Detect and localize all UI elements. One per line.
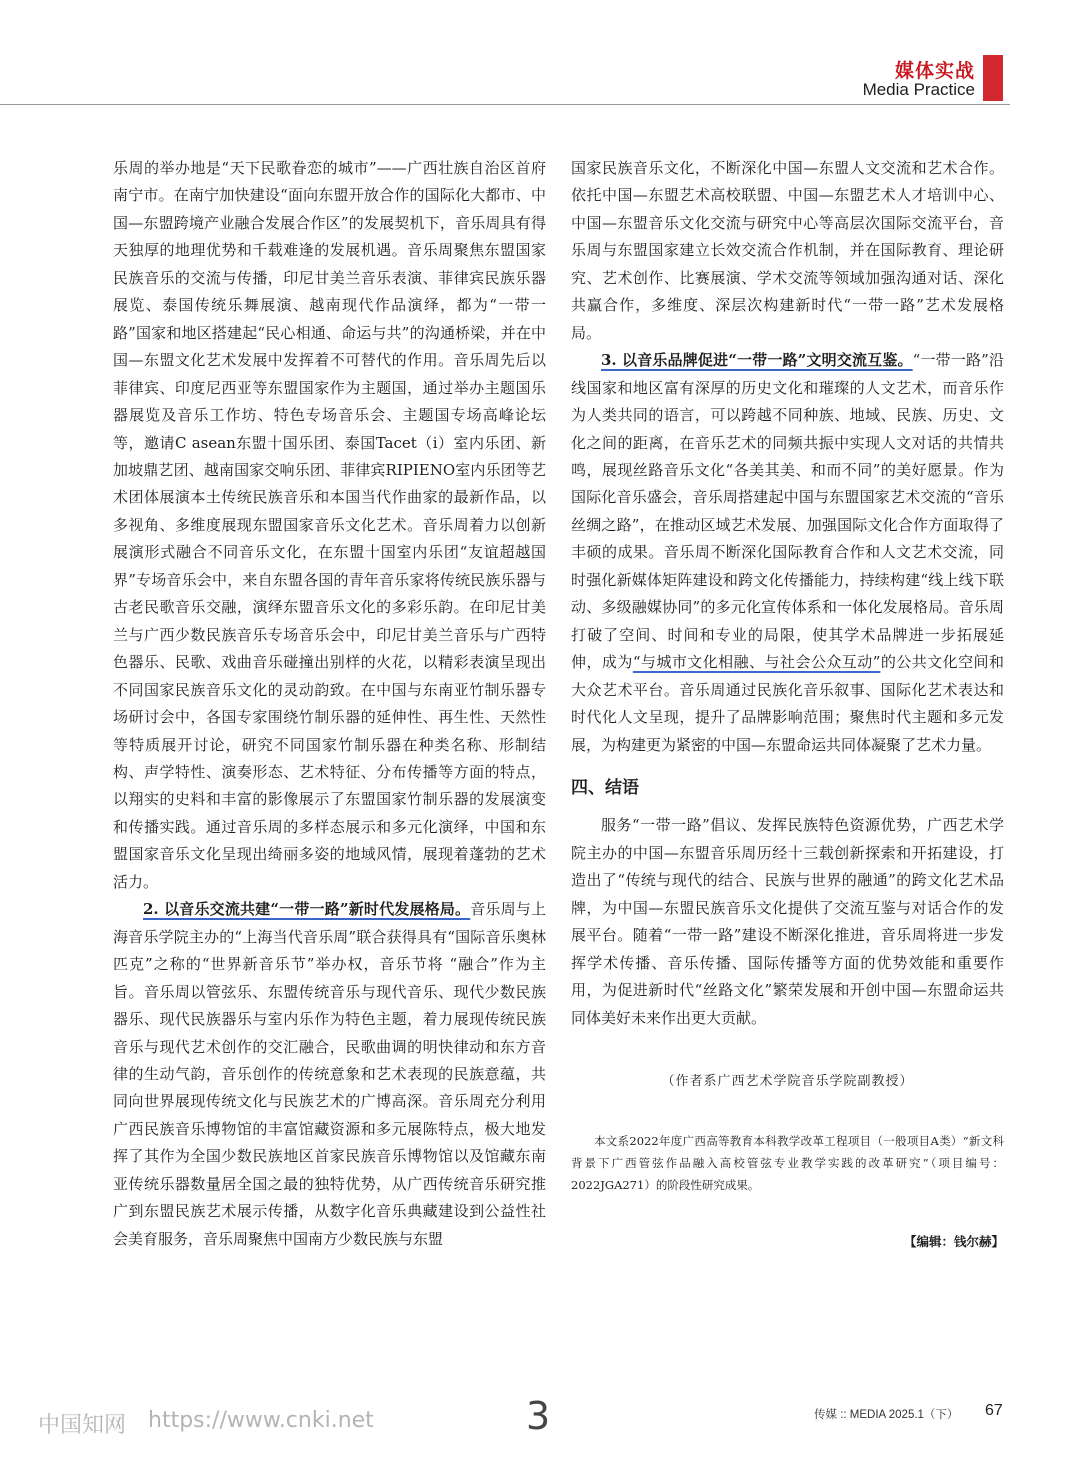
left-column xyxy=(113,155,546,1253)
right-paragraph-2-text-b: 的公共文化空间和大众艺术平台。音乐周通过民族化音乐叙事、国际化艺术表达和时代化人文呈现，提升了品牌影响范围；聚焦时代主题和多元发展，为构建更为紧密的中国—东盟命运共同体凝聚了艺术力量。 xyxy=(571,653,1004,754)
journal-name: 传媒 :: MEDIA 2025.1（下） xyxy=(814,1409,959,1421)
right-paragraph-2-text-a: “一带一路”沿线国家和地区富有深厚的历史文化和璀璨的人文艺术，而音乐作为人类共同的语言，可以跨越不同种族、地域、民族、历史、文化之间的距离，在音乐艺术的同频共振中实现人文对话的共情共鸣，展现丝路音乐文化“各美其美、和而不同”的美好愿景。作为国际化音乐盛会，音乐周搭建起中国与东盟国家艺术交流的“音乐丝绸之路”，在推动区域艺术发展、加强国际文化合作方面取得了丰硕的成果。音乐周不断深化国际教育合作和人文艺术交流，同时强化新媒体矩阵建设和跨文化传播能力，持续构建“线上线下联动、多级融媒协同”的多元化宣传体系和一体化发展格局。音乐周打破了空间、时间和专业的局限，使其学术品牌进一步拓展延伸，成为 xyxy=(571,351,1004,672)
left-paragraph-2 xyxy=(113,896,546,1253)
page-number: 67 xyxy=(985,1402,1003,1419)
left-paragraph-1: 乐周的举办地是“天下民歌眷恋的城市”——广西壮族自治区首府南宁市。在南宁加快建设“面向东盟开放合作的国际化大都市、中国—东盟跨境产业融合发展合作区”的发展契机下，音乐周具有得天独厚的地理优势和千载难逢的发展机遇。音乐周聚焦东盟国家民族音乐的交流与传播，印尼甘美兰音乐表演、菲律宾民族乐器展览、泰国传统乐舞展演、越南现代作品演绎，都为“一带一路”国家和地区搭建起“民心相通、命运与共”的沟通桥梁，并在中国—东盟文化艺术发展中发挥着不可替代的作用。音乐周先后以菲律宾、印度尼西亚等东盟国家作为主题国，通过举办主题国乐器展览及音乐工作坊、特色专场音乐会、主题国专场高峰论坛等，邀请C asean东盟十国乐团、泰国Tacet（i）室内乐团、新加坡鼎艺团、越南国家交响乐团、菲律宾RIPIENO室内乐团等艺术团体展演本土传统民族音乐和本国当代作曲家的最新作品，以多视角、多维度展现东盟国家音乐文化艺术。音乐周着力以创新展演形式融合不同音乐文化，在东盟十国室内乐团“友谊超越国界”专场音乐会中，来自东盟各国的青年音乐家将传统民族乐器与古老民歌音乐交融，演绎东盟音乐文化的多彩乐韵。在印尼甘美兰与广西少数民族音乐专场音乐会中，印尼甘美兰音乐与广西特色器乐、民歌、戏曲音乐碰撞出别样的火花，以精彩表演呈现出不同国家民族音乐文化的灵动韵致。在中国与东南亚竹制乐器专场研讨会中，各国专家围绕竹制乐器的延伸性、再生性、天然性等特质展开讨论，研究不同国家竹制乐器在种类名称、形制结构、声学特性、演奏形态、艺术特征、分布传播等方面的特点，以翔实的史料和丰富的影像展示了东盟国家竹制乐器的发展演变和传播实践。通过音乐周的多样态展示和多元化演绎，中国和东盟国家音乐文化呈现出绮丽多姿的地域风情，展现着蓬勃的艺术活力。 xyxy=(113,159,546,891)
right-paragraph-2 xyxy=(571,347,1004,759)
section-color-bar xyxy=(983,55,1003,101)
author-note: （作者系广西艺术学院音乐学院副教授） xyxy=(661,1074,914,1090)
conclusion-heading: 四、结语 xyxy=(571,777,639,798)
page-footer xyxy=(0,1394,1080,1440)
section-title-chinese: 媒体实战 xyxy=(894,60,975,82)
header-rule xyxy=(0,104,1010,105)
sheet-number: 3 xyxy=(526,1394,551,1438)
highlighted-phrase: “与城市文化相融、与社会公众互动” xyxy=(632,653,881,672)
subheading-2: 2. 以音乐交流共建“一带一路”新时代发展格局。 xyxy=(143,900,471,919)
subheading-3: 3. 以音乐品牌促进“一带一路”文明交流互鉴。 xyxy=(601,351,913,370)
left-paragraph-2-text: 音乐周与上海音乐学院主办的“上海当代音乐周”联合获得具有“国际音乐奥林匹克”之称的“世界新音乐节”举办权，音乐节将 “融合”作为主旨。音乐周以管弦乐、东盟传统音乐与现代音乐、现代少数民族器乐、现代民族器乐与室内乐作为特色主题，着力展现传统民族音乐与现代艺术创作的交汇融合，民歌曲调的明快律动和东方音律的生动气韵，音乐创作的传统意象和艺术表现的民族意蕴，共同向世界展现传统文化与民族艺术的广博高深。音乐周充分利用广西民族音乐博物馆的丰富馆藏资源和多元展陈特点，极大地发挥了其作为全国少数民族地区首家民族音乐博物馆以及馆藏东南亚传统乐器数量居全国之最的独特优势，从广西传统音乐研究推广到东盟民族艺术展示传播，从数字化音乐典藏建设到公益性社会美育服务，音乐周聚焦中国南方少数民族与东盟 xyxy=(113,900,546,1248)
conclusion-paragraph: 服务“一带一路”倡议、发挥民族特色资源优势，广西艺术学院主办的中国—东盟音乐周历经十三载创新探索和开拓建设，打造出了“传统与现代的结合、民族与世界的融通”的跨文化艺术品牌，为中国—东盟民族音乐文化提供了交流互鉴与对话合作的发展平台。随着“一带一路”建设不断深化推进，音乐周将进一步发挥学术传播、音乐传播、国际传播等方面的优势效能和重要作用，为促进新时代“丝路文化”繁荣发展和开创中国—东盟命运共同体美好未来作出更大贡献。 xyxy=(571,816,1004,1027)
watermark-site: 中国知网 xyxy=(38,1413,127,1438)
editor-note: 【编辑：钱尔赫】 xyxy=(903,1233,1004,1249)
right-paragraph-1: 国家民族音乐文化，不断深化中国—东盟人文交流和艺术合作。依托中国—东盟艺术高校联盟、中国—东盟艺术人才培训中心、中国—东盟音乐文化交流与研究中心等高层次国际交流平台，音乐周与东盟国家建立长效交流合作机制，并在国际教育、理论研究、艺术创作、比赛展演、学术交流等领域加强沟通对话、深化共赢合作，多维度、深层次构建新时代“一带一路”艺术发展格局。 xyxy=(571,159,1004,342)
section-title-english: Media Practice xyxy=(862,80,975,99)
right-column xyxy=(571,155,1004,1255)
watermark-url: https://www.cnki.net xyxy=(148,1408,374,1433)
fund-note: 本文系2022年度广西高等教育本科教学改革工程项目（一般项目A类）“新文科背景下广西管弦作品融入高校管弦专业教学实践的改革研究”（项目编号：2022JGA271）的阶段性研究成果。 xyxy=(571,1133,1004,1192)
